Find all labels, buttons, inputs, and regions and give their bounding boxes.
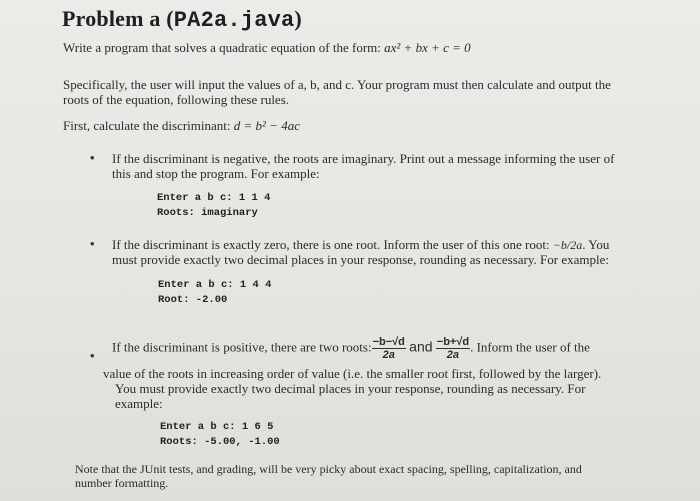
intro-paragraph <box>63 40 471 55</box>
bullet2-line-1-text: If the discriminant is exactly zero, there is one root. Inform the user of this one root: <box>112 237 550 252</box>
and-word: and <box>409 338 433 355</box>
one-root-formula: −b/2a <box>552 238 583 252</box>
title-prefix: Problem a ( <box>62 6 174 31</box>
bullet-marker: • <box>90 150 95 165</box>
bullet2-code-line-1: Enter a b c: 1 4 4 <box>158 279 272 291</box>
bullet1-line-1: If the discriminant is negative, the roots are imaginary. Print out a message informing the user of <box>112 151 615 166</box>
bullet1-line-2: this and stop the program. For example: <box>112 166 320 181</box>
bullet3-line-1 <box>112 336 590 361</box>
fraction-1-numerator: −b−√d <box>372 336 405 348</box>
quadratic-formula: ax² + bx + c = 0 <box>384 40 471 55</box>
bullet2-line-2: must provide exactly two decimal places in your response, rounding as necessary. For example: <box>112 252 609 267</box>
bullet-marker: • <box>90 236 95 251</box>
discriminant-formula: d = b² − 4ac <box>233 118 300 133</box>
title-suffix: ) <box>294 6 302 31</box>
bullet-marker: • <box>90 348 95 363</box>
bullet2-code-line-2: Root: -2.00 <box>158 294 228 306</box>
note-line-2: number formatting. <box>75 476 169 490</box>
bullet3-code-line-2: Roots: -5.00, -1.00 <box>160 436 280 448</box>
bullet1-code-line-1: Enter a b c: 1 1 4 <box>157 192 271 204</box>
discriminant-text: First, calculate the discriminant: <box>63 118 231 133</box>
bullet3-line-2: value of the roots in increasing order of value (i.e. the smaller root first, followed by the larger). <box>103 366 602 381</box>
bullet3-code-line-1: Enter a b c: 1 6 5 <box>160 421 274 433</box>
fraction-2-denominator: 2a <box>446 349 460 361</box>
fraction-2-numerator: −b+√d <box>436 336 470 348</box>
bullet3-line-1-text: If the discriminant is positive, there are two roots: <box>112 339 372 355</box>
bullet3-line-4: example: <box>115 396 163 411</box>
discriminant-paragraph <box>63 118 300 133</box>
bullet3-line-3: You must provide exactly two decimal places in your response, rounding as necessary. For <box>115 381 586 396</box>
bullet3-line-1-end: . Inform the user of the <box>470 339 590 355</box>
bullet2-line-1: If the discriminant is exactly zero, there is one root. Inform the user of this one root: −b/2a. You <box>112 237 610 252</box>
title-filename: PA2a.java <box>173 8 295 33</box>
root-fraction-2 <box>436 336 470 361</box>
bullet2-line-1-end: You <box>588 237 610 252</box>
intro-text: Write a program that solves a quadratic equation of the form: <box>63 40 381 55</box>
bullet1-code-line-2: Roots: imaginary <box>157 207 258 219</box>
specifically-line-1: Specifically, the user will input the values of a, b, and c. Your program must then calculate and output the <box>63 77 611 92</box>
root-fraction-1 <box>372 336 406 361</box>
note-line-1: Note that the JUnit tests, and grading, will be very picky about exact spacing, spelling, capitalization, and <box>75 462 582 476</box>
fraction-1-denominator: 2a <box>382 349 395 361</box>
specifically-line-2: roots of the equation, following these rules. <box>63 92 290 107</box>
page-title <box>62 6 302 33</box>
